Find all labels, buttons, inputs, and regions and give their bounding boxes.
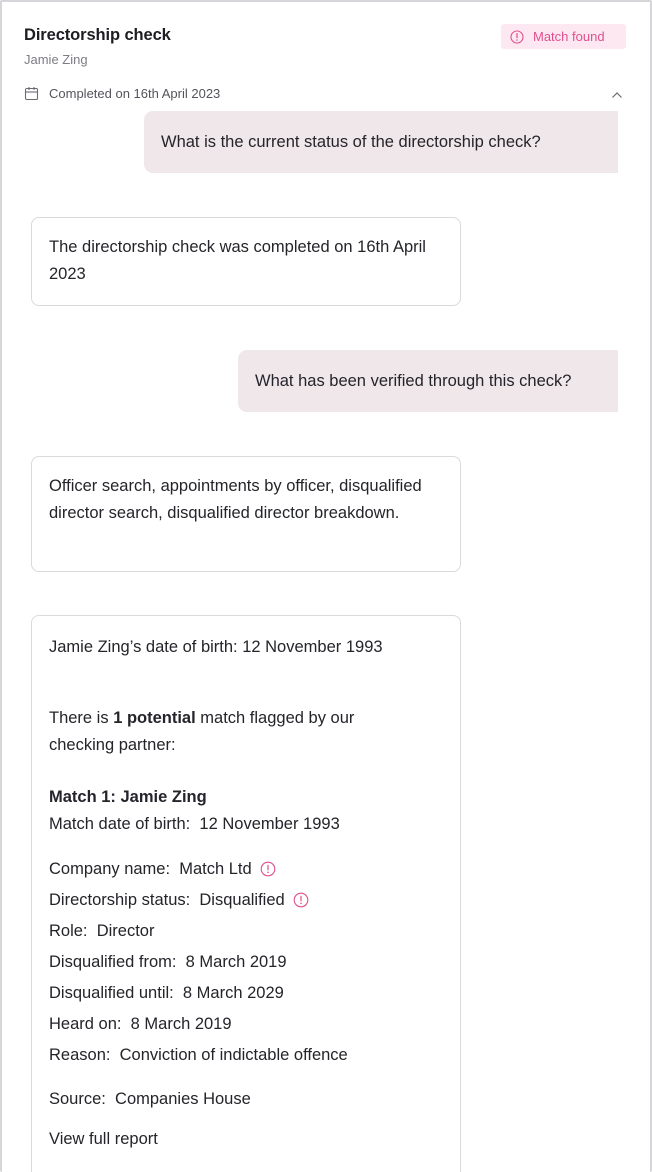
match-result-card [31, 615, 461, 1172]
field-label: Heard on: [49, 1015, 122, 1033]
user-question-text: What has been verified through this check? [255, 371, 572, 390]
field-label: Directorship status: [49, 891, 191, 909]
alert-circle-icon[interactable] [293, 892, 309, 908]
assistant-answer-status: The directorship check was completed on 16th April 2023 [31, 217, 461, 306]
alert-circle-icon [510, 30, 524, 44]
field-label: Company name: [49, 860, 171, 878]
field-value: Companies House [115, 1090, 251, 1108]
field-value: Director [96, 922, 155, 940]
field-value: Disqualified [199, 891, 285, 909]
status-badge [501, 24, 626, 49]
chevron-up-icon [611, 91, 623, 99]
field-label: Disqualified until: [49, 984, 174, 1002]
company-name-row [49, 856, 276, 882]
panel-title: Directorship check [24, 26, 171, 44]
disqualified-until-row [49, 980, 284, 1006]
role-row [49, 918, 154, 944]
summary-prefix: There is [49, 709, 114, 727]
directorship-status-row [49, 887, 309, 913]
match-heading: Match 1: Jamie Zing [49, 788, 207, 806]
reason-row [49, 1042, 348, 1068]
field-value: 8 March 2029 [182, 984, 284, 1002]
field-value: 8 March 2019 [185, 953, 287, 971]
match-dob-row [49, 811, 340, 837]
user-question-status [144, 111, 618, 173]
alert-circle-icon[interactable] [260, 861, 276, 877]
summary-count: 1 potential [113, 709, 196, 727]
field-label: Reason: [49, 1046, 111, 1064]
date-of-birth-line: Jamie Zing’s date of birth: 12 November 1993 [49, 638, 383, 656]
heard-on-row [49, 1011, 232, 1037]
person-name: Jamie Zing [24, 52, 88, 67]
assistant-answer-verified: Officer search, appointments by officer, disqualified director search, disqualified director breakdown. [31, 456, 461, 572]
calendar-icon [24, 86, 39, 101]
completion-info [24, 86, 220, 101]
view-full-report-link[interactable]: View full report [49, 1130, 158, 1148]
user-question-verified [238, 350, 618, 412]
user-question-text: What is the current status of the directorship check? [161, 132, 541, 151]
field-label: Match date of birth: [49, 815, 191, 833]
field-value: 8 March 2019 [130, 1015, 232, 1033]
field-label: Role: [49, 922, 88, 940]
potential-match-summary [49, 705, 399, 759]
field-value: Conviction of indictable offence [119, 1046, 348, 1064]
completion-date-text: Completed on 16th April 2023 [49, 86, 221, 101]
field-label: Source: [49, 1090, 106, 1108]
field-value: 12 November 1993 [199, 815, 340, 833]
field-label: Disqualified from: [49, 953, 177, 971]
field-value: Match Ltd [179, 860, 252, 878]
status-badge-label: Match found [533, 29, 605, 44]
source-row [49, 1086, 251, 1112]
summary-suffix: match flagged by our checking partner: [49, 709, 355, 754]
collapse-toggle[interactable] [608, 86, 626, 104]
disqualified-from-row [49, 949, 287, 975]
